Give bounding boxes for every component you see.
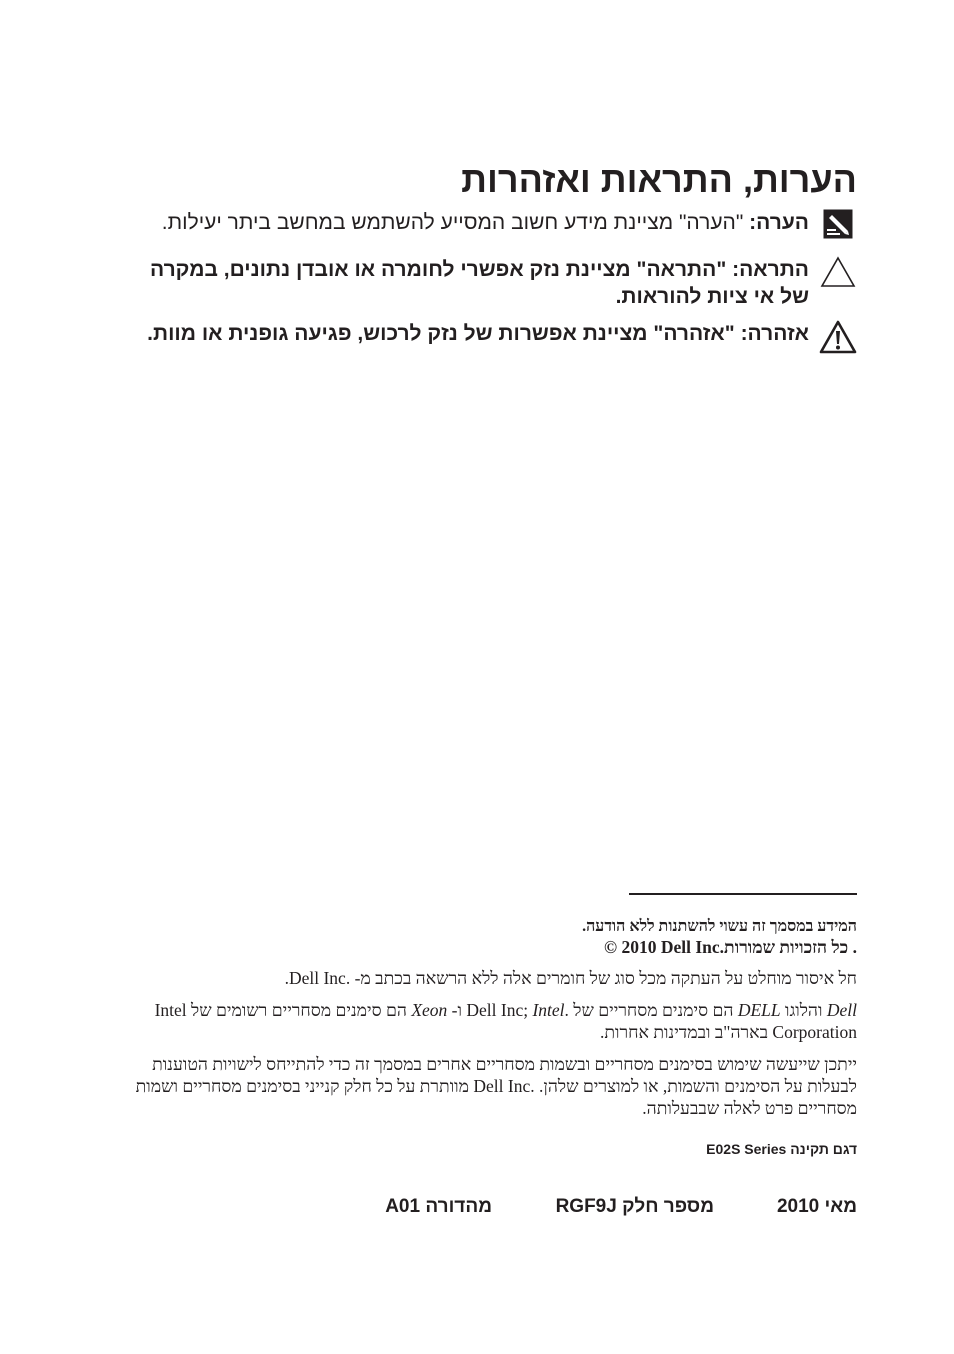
- footer-revision: מהדורה A01: [385, 1196, 492, 1217]
- reproduction-notice: חל איסור מוחלט על העתקה מכל סוג של חומרים אלה ללא הרשאה בכתב מ- .Dell Inc.: [284, 968, 857, 988]
- copyright-line: [117, 937, 857, 957]
- caution-icon: [819, 256, 857, 288]
- warning-icon: [819, 320, 857, 354]
- copyright-prefix: © 2010 Dell Inc: [604, 937, 720, 957]
- page-title: הערות, התראות ואזהרות: [461, 159, 857, 200]
- caution-label: התראה:: [732, 258, 809, 281]
- caution-text: [117, 256, 809, 310]
- warning-body: "אזהרה" מציינת אפשרות של נזק לרכוש, פגיעה גופנית או מוות.: [147, 322, 735, 345]
- note-body: "הערה" מציינת מידע חשוב המסייע להשתמש במחשב ביתר יעילות.: [161, 211, 744, 234]
- warning-text: [117, 320, 809, 347]
- change-notice: [117, 917, 857, 957]
- tm-and: ו-: [447, 1000, 467, 1020]
- warning-notice: [117, 320, 857, 354]
- tm-and-logo: והלוגו: [780, 1000, 827, 1020]
- tm-rest: הם סימנים מסחריים רשומים של Intel Corporation בארה"ב ובמדינות אחרות.: [154, 1000, 857, 1042]
- warning-label: אזהרה:: [740, 322, 809, 345]
- caution-notice: [117, 256, 857, 310]
- tm-dell: Dell: [826, 1000, 857, 1020]
- footer-date: מאי 2010: [776, 1196, 857, 1217]
- footer-info: [357, 1196, 857, 1222]
- change-notice-text: המידע במסמך זה עשוי להשתנות ללא הודעה.: [582, 918, 857, 935]
- note-icon: [819, 209, 857, 239]
- tm-dell-logo: DELL: [737, 1000, 781, 1020]
- copyright-suffix: . כל הזכויות שמורות.: [719, 937, 857, 957]
- tm-are-of: הם סימנים מסחריים של .Dell Inc;: [466, 1000, 738, 1020]
- divider-rule: [629, 893, 857, 895]
- regulatory-model: דגם תקינה E02S Series: [706, 1141, 857, 1157]
- tm-intel: Intel: [532, 1000, 565, 1020]
- tm-xeon: Xeon: [411, 1000, 448, 1020]
- other-trademarks-notice: ייתכן שייעשה שימוש בסימנים מסחריים ובשמות מסחריים אחרים במסמך זה כדי להתייחס לישויות הטוענות לבעלות על הסימנים והשמות, או למוצרים שלהן. .Dell Inc מוותרת על כל חלק קנייני בסימנים מסחריים ושמות מסחריים פרט לאלה שבבעלותה.: [135, 1054, 857, 1118]
- caution-body: "התראה" מציינת נזק אפשרי לחומרה או אובדן נתונים, במקרה של אי ציות להוראות.: [150, 258, 809, 308]
- footer-part-number: מספר חלק RGF9J: [555, 1196, 714, 1217]
- trademark-notice: [117, 999, 857, 1043]
- note-label: הערה:: [749, 211, 809, 234]
- note-text: [117, 209, 809, 236]
- note-notice: [117, 209, 857, 239]
